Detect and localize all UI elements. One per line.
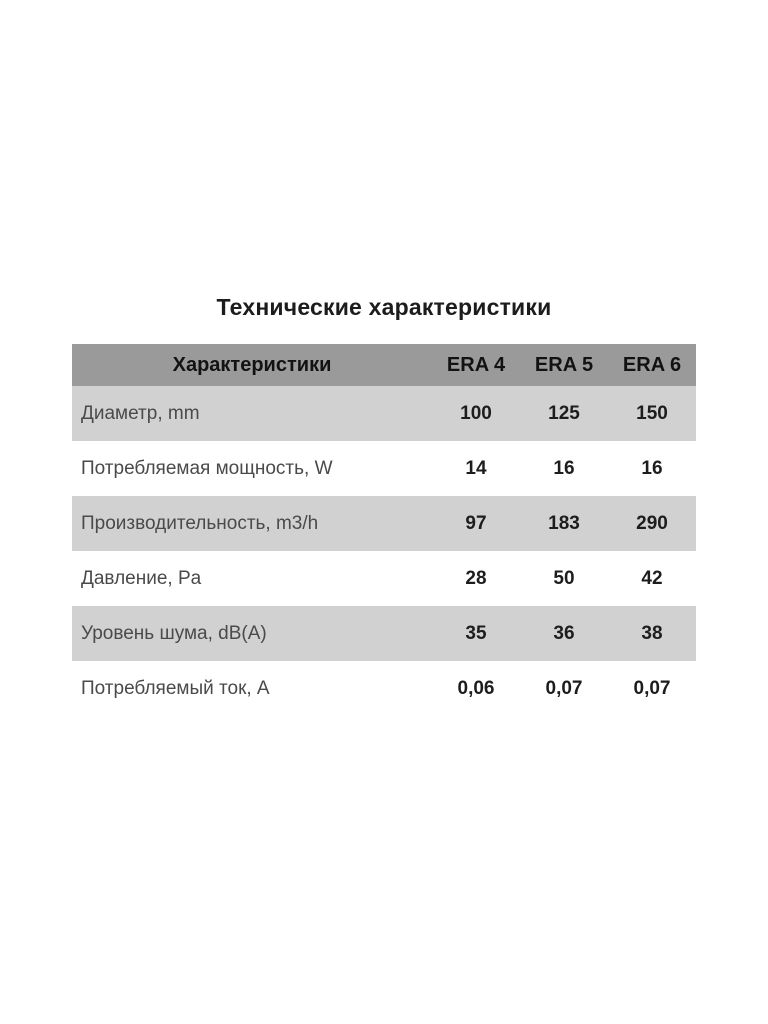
table-row bbox=[72, 441, 696, 496]
row-value-era6: 150 bbox=[636, 402, 668, 424]
row-value-era5: 50 bbox=[553, 567, 575, 589]
row-label: Производительность, m3/h bbox=[81, 512, 319, 534]
table-row bbox=[72, 496, 696, 551]
row-value-era5: 16 bbox=[553, 457, 575, 479]
row-value-era6: 16 bbox=[641, 457, 663, 479]
row-value-era6: 0,07 bbox=[633, 677, 671, 699]
row-label: Потребляемый ток, A bbox=[81, 677, 270, 699]
spec-table bbox=[72, 344, 696, 716]
table-header-row bbox=[72, 344, 696, 386]
page-title: Технические характеристики bbox=[216, 294, 552, 320]
row-label: Давление, Pa bbox=[81, 567, 202, 589]
table-row bbox=[72, 551, 696, 606]
table-row bbox=[72, 606, 696, 661]
header-col-era6: ERA 6 bbox=[622, 353, 682, 376]
row-value-era6: 42 bbox=[641, 567, 663, 589]
header-characteristics: Характеристики bbox=[172, 353, 332, 376]
row-label: Уровень шума, dB(A) bbox=[81, 622, 267, 644]
row-value-era4: 28 bbox=[465, 567, 487, 589]
row-value-era5: 0,07 bbox=[545, 677, 583, 699]
row-value-era5: 36 bbox=[553, 622, 575, 644]
table-row bbox=[72, 386, 696, 441]
row-value-era4: 14 bbox=[465, 457, 487, 479]
header-col-era4: ERA 4 bbox=[446, 353, 506, 376]
row-value-era5: 183 bbox=[548, 512, 580, 534]
row-value-era4: 0,06 bbox=[457, 677, 495, 699]
row-label: Диаметр, mm bbox=[81, 402, 200, 424]
row-value-era6: 290 bbox=[636, 512, 668, 534]
table-row bbox=[72, 661, 696, 716]
row-value-era4: 97 bbox=[465, 512, 487, 534]
header-col-era5: ERA 5 bbox=[534, 353, 594, 376]
row-label: Потребляемая мощность, W bbox=[81, 457, 333, 479]
row-value-era6: 38 bbox=[641, 622, 663, 644]
row-value-era5: 125 bbox=[548, 402, 580, 424]
row-value-era4: 35 bbox=[465, 622, 487, 644]
row-value-era4: 100 bbox=[460, 402, 492, 424]
